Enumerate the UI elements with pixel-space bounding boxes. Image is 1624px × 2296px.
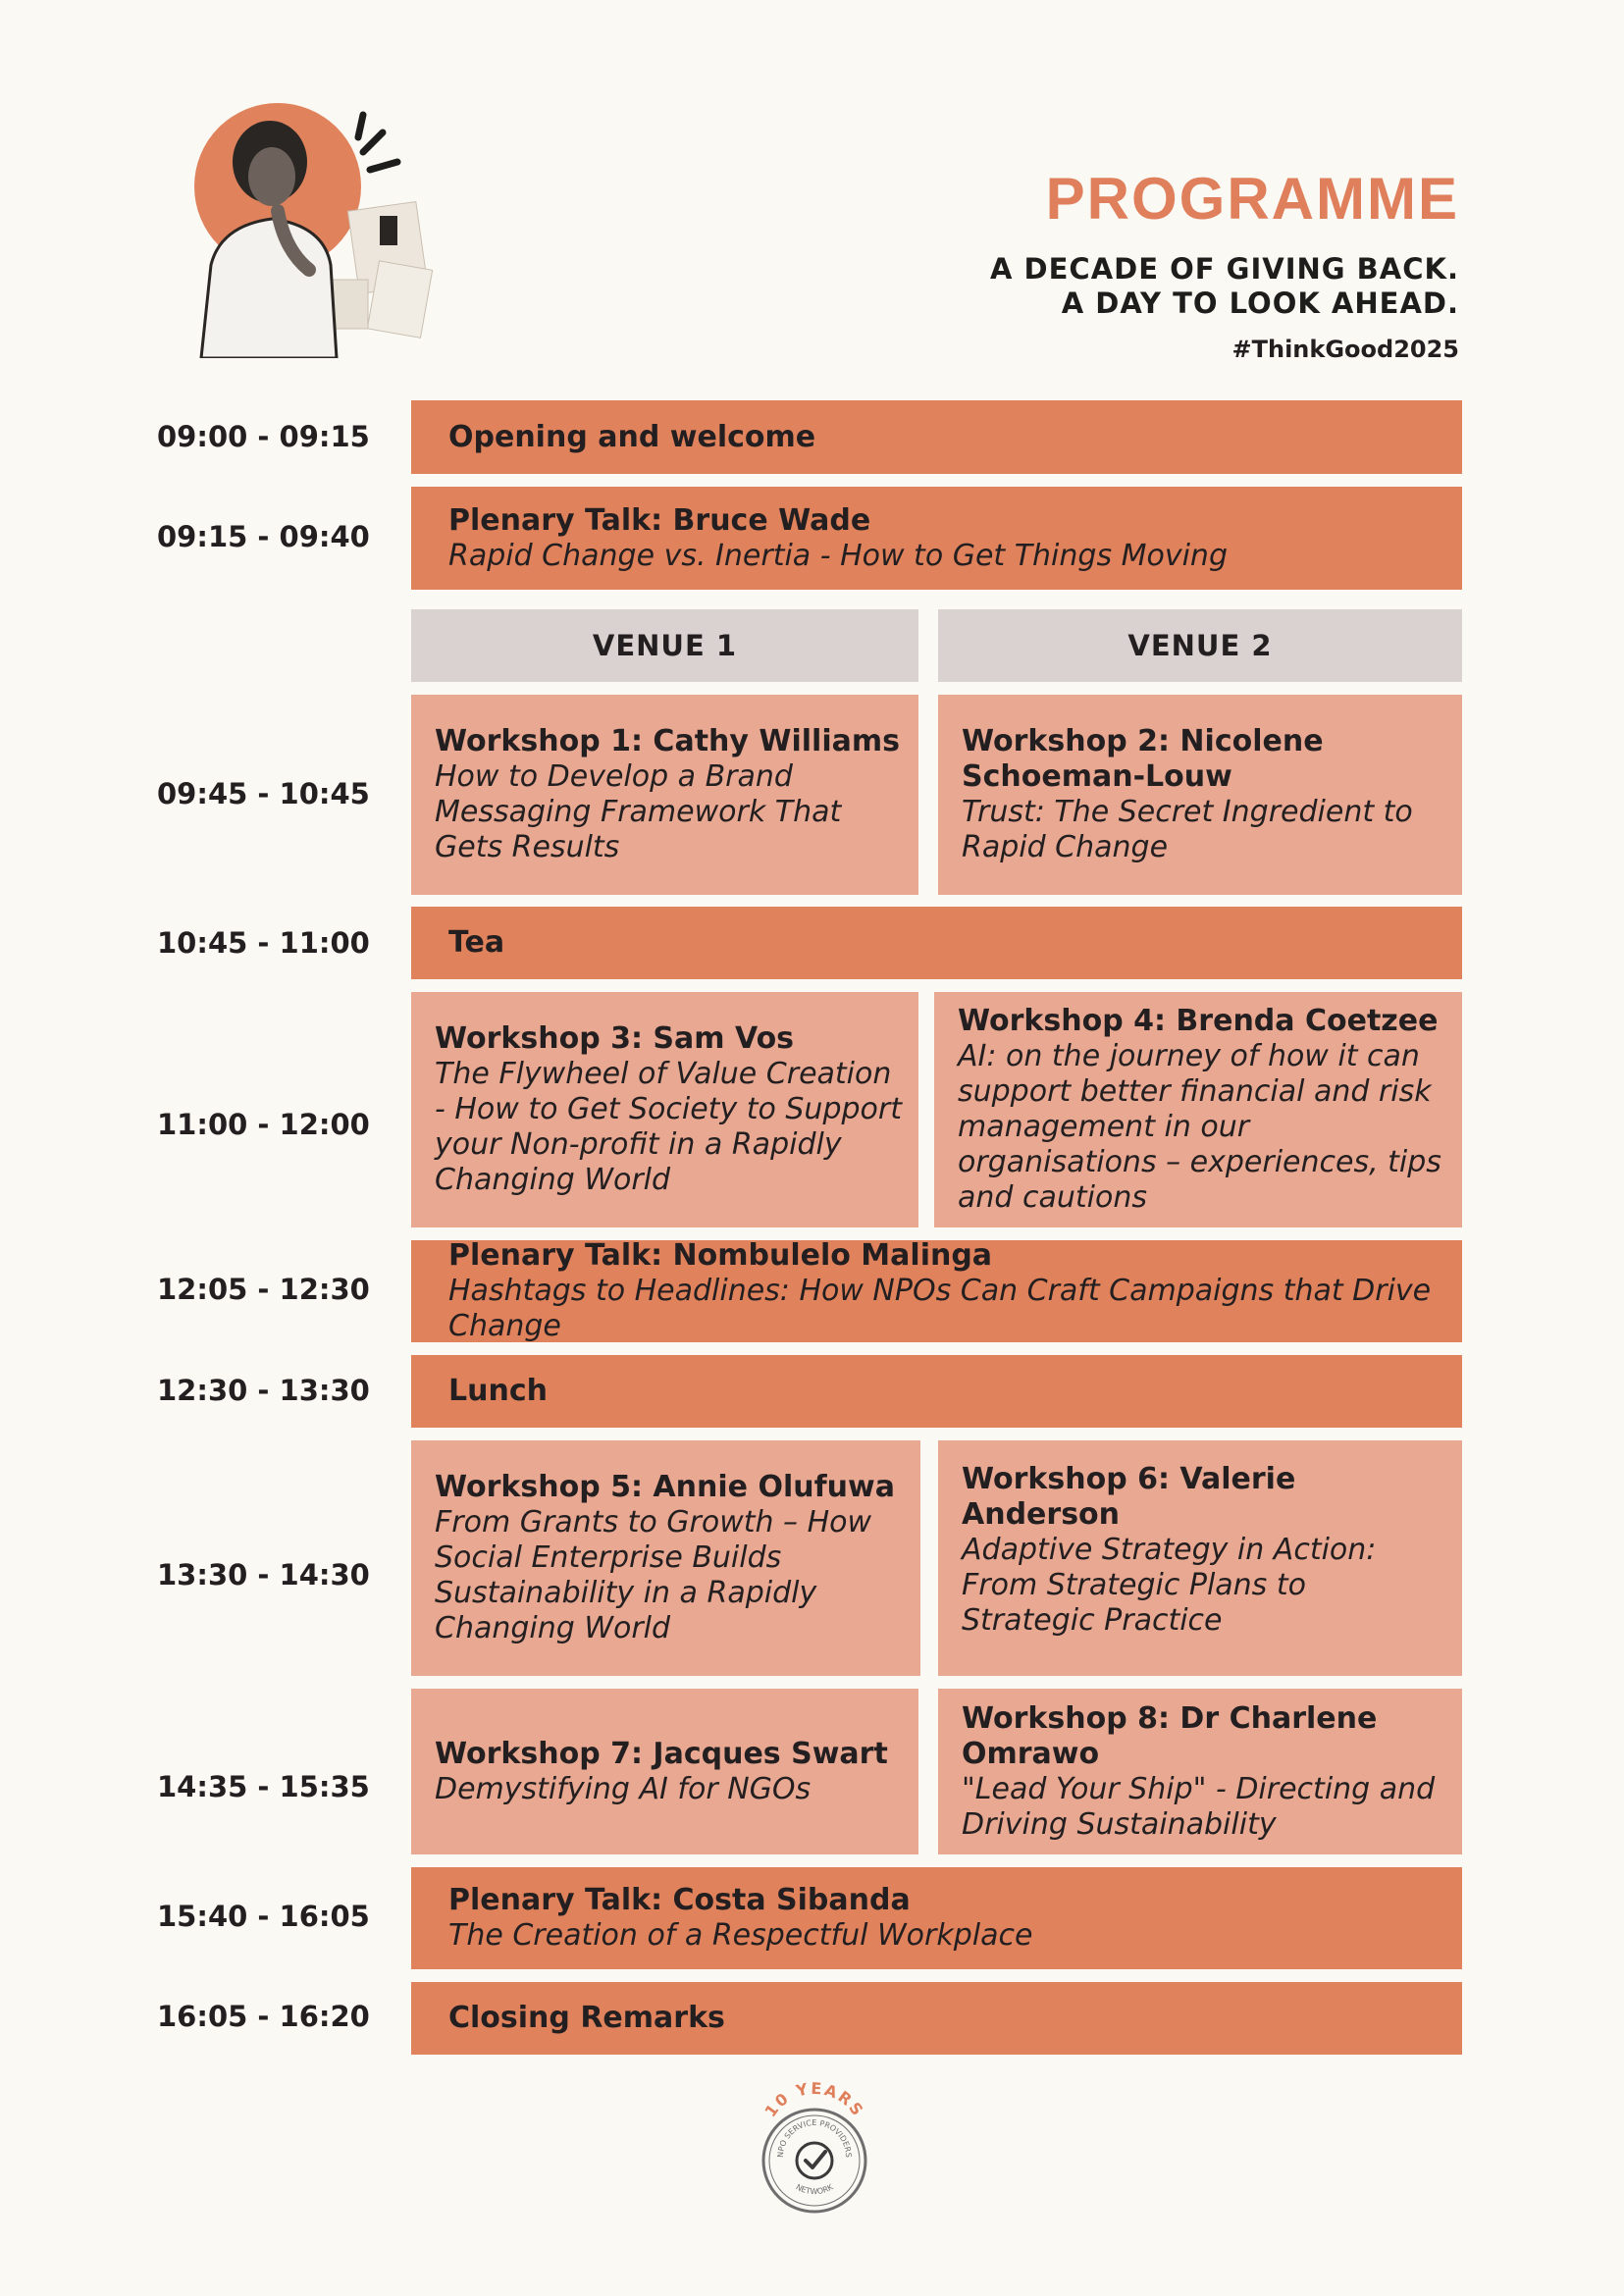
check-icon — [806, 2152, 825, 2167]
closing-title: Closing Remarks — [448, 2001, 725, 2035]
closing-block — [411, 1982, 1462, 2055]
svg-text:NETWORK — [795, 2182, 836, 2196]
plenary-1-subtitle: Rapid Change vs. Inertia - How to Get Things Moving — [448, 538, 1228, 573]
workshop-8-title: Workshop 8: Dr Charlene Omrawo — [962, 1700, 1378, 1771]
workshop-1-subtitle: How to Develop a Brand Messaging Framework That Gets Results — [435, 759, 842, 864]
workshop-5-block — [411, 1440, 920, 1676]
workshop-7-subtitle: Demystifying AI for NGOs — [435, 1771, 812, 1806]
venue-1-label: VENUE 1 — [592, 629, 738, 662]
workshop-7-block — [411, 1689, 918, 1854]
workshop-5-title: Workshop 5: Annie Olufuwa — [435, 1470, 895, 1504]
workshop-6-title: Workshop 6: Valerie Anderson — [962, 1462, 1296, 1532]
tea-title: Tea — [448, 925, 505, 960]
time-slot-3: 13:30 - 14:30 — [157, 1558, 370, 1592]
badge-org-text: NPO SERVICE PROVIDERS — [775, 2117, 854, 2159]
plenary-3-subtitle: The Creation of a Respectful Workplace — [448, 1918, 1033, 1953]
venue-2-header — [938, 609, 1462, 682]
plenary-2-subtitle: Hashtags to Headlines: How NPOs Can Craft Campaigns that Drive Change — [448, 1274, 1432, 1343]
plenary-1-block — [411, 487, 1462, 590]
time-plenary-1: 09:15 - 09:40 — [157, 520, 370, 553]
time-lunch: 12:30 - 13:30 — [157, 1374, 370, 1407]
workshop-4-subtitle: AI: on the journey of how it can support better financial and risk management in our organisations – experiences, tips and cautions — [958, 1039, 1441, 1215]
tagline-line-2: A DAY TO LOOK AHEAD. — [1061, 287, 1459, 320]
time-slot-4: 14:35 - 15:35 — [157, 1770, 370, 1803]
workshop-3-block — [411, 992, 918, 1227]
workshop-7-title: Workshop 7: Jacques Swart — [435, 1736, 888, 1771]
workshop-6-subtitle: Adaptive Strategy in Action: From Strategic Plans to Strategic Practice — [962, 1533, 1377, 1638]
workshop-2-subtitle: Trust: The Secret Ingredient to Rapid Change — [962, 795, 1413, 864]
workshop-4-block — [934, 992, 1462, 1227]
opening-block — [411, 400, 1462, 474]
time-closing: 16:05 - 16:20 — [157, 2000, 370, 2033]
hero-illustration — [162, 93, 456, 358]
badge-network-text: NETWORK — [794, 2182, 835, 2197]
workshop-1-title: Workshop 1: Cathy Williams — [435, 724, 900, 758]
lunch-block — [411, 1355, 1462, 1428]
time-slot-1: 09:45 - 10:45 — [157, 777, 370, 810]
time-plenary-2: 12:05 - 12:30 — [157, 1273, 370, 1306]
badge-years-text: 10 YEARS — [760, 2080, 868, 2121]
programme-title: PROGRAMME — [1045, 166, 1459, 232]
workshop-4-title: Workshop 4: Brenda Coetzee — [958, 1004, 1439, 1038]
workshop-8-block — [938, 1689, 1462, 1854]
workshop-2-title: Workshop 2: Nicolene Schoeman-Louw — [962, 724, 1324, 794]
plenary-2-title: Plenary Talk: Nombulelo Malinga — [448, 1238, 993, 1273]
time-tea: 10:45 - 11:00 — [157, 926, 370, 960]
workshop-8-subtitle: "Lead Your Ship" - Directing and Driving Sustainability — [962, 1771, 1436, 1842]
plenary-1-title: Plenary Talk: Bruce Wade — [448, 502, 871, 538]
hashtag: #ThinkGood2025 — [1231, 336, 1459, 363]
plenary-3-title: Plenary Talk: Costa Sibanda — [448, 1883, 911, 1917]
venue-1-header — [411, 609, 918, 682]
plenary-2-block — [411, 1240, 1462, 1342]
time-plenary-3: 15:40 - 16:05 — [157, 1900, 370, 1933]
workshop-6-block — [938, 1440, 1462, 1676]
time-slot-2: 11:00 - 12:00 — [157, 1108, 370, 1141]
opening-title: Opening and welcome — [448, 419, 816, 454]
svg-text:10 YEARS — [760, 2080, 867, 2120]
venue-2-label: VENUE 2 — [1127, 629, 1273, 662]
workshop-3-subtitle: The Flywheel of Value Creation - How to Get Society to Support your Non-profit in a Rapidly Changing World — [435, 1057, 902, 1197]
tagline-line-1: A DECADE OF GIVING BACK. — [989, 252, 1459, 286]
lunch-title: Lunch — [448, 1374, 548, 1408]
plenary-3-block — [411, 1867, 1462, 1969]
workshop-1-block — [411, 695, 918, 895]
time-opening: 09:00 - 09:15 — [157, 420, 370, 453]
npo-network-badge-logo — [746, 2080, 883, 2218]
workshop-2-block — [938, 695, 1462, 895]
workshop-3-title: Workshop 3: Sam Vos — [435, 1021, 795, 1056]
tea-block — [411, 907, 1462, 979]
workshop-5-subtitle: From Grants to Growth – How Social Enterprise Builds Sustainability in a Rapidly Changing World — [435, 1505, 872, 1645]
